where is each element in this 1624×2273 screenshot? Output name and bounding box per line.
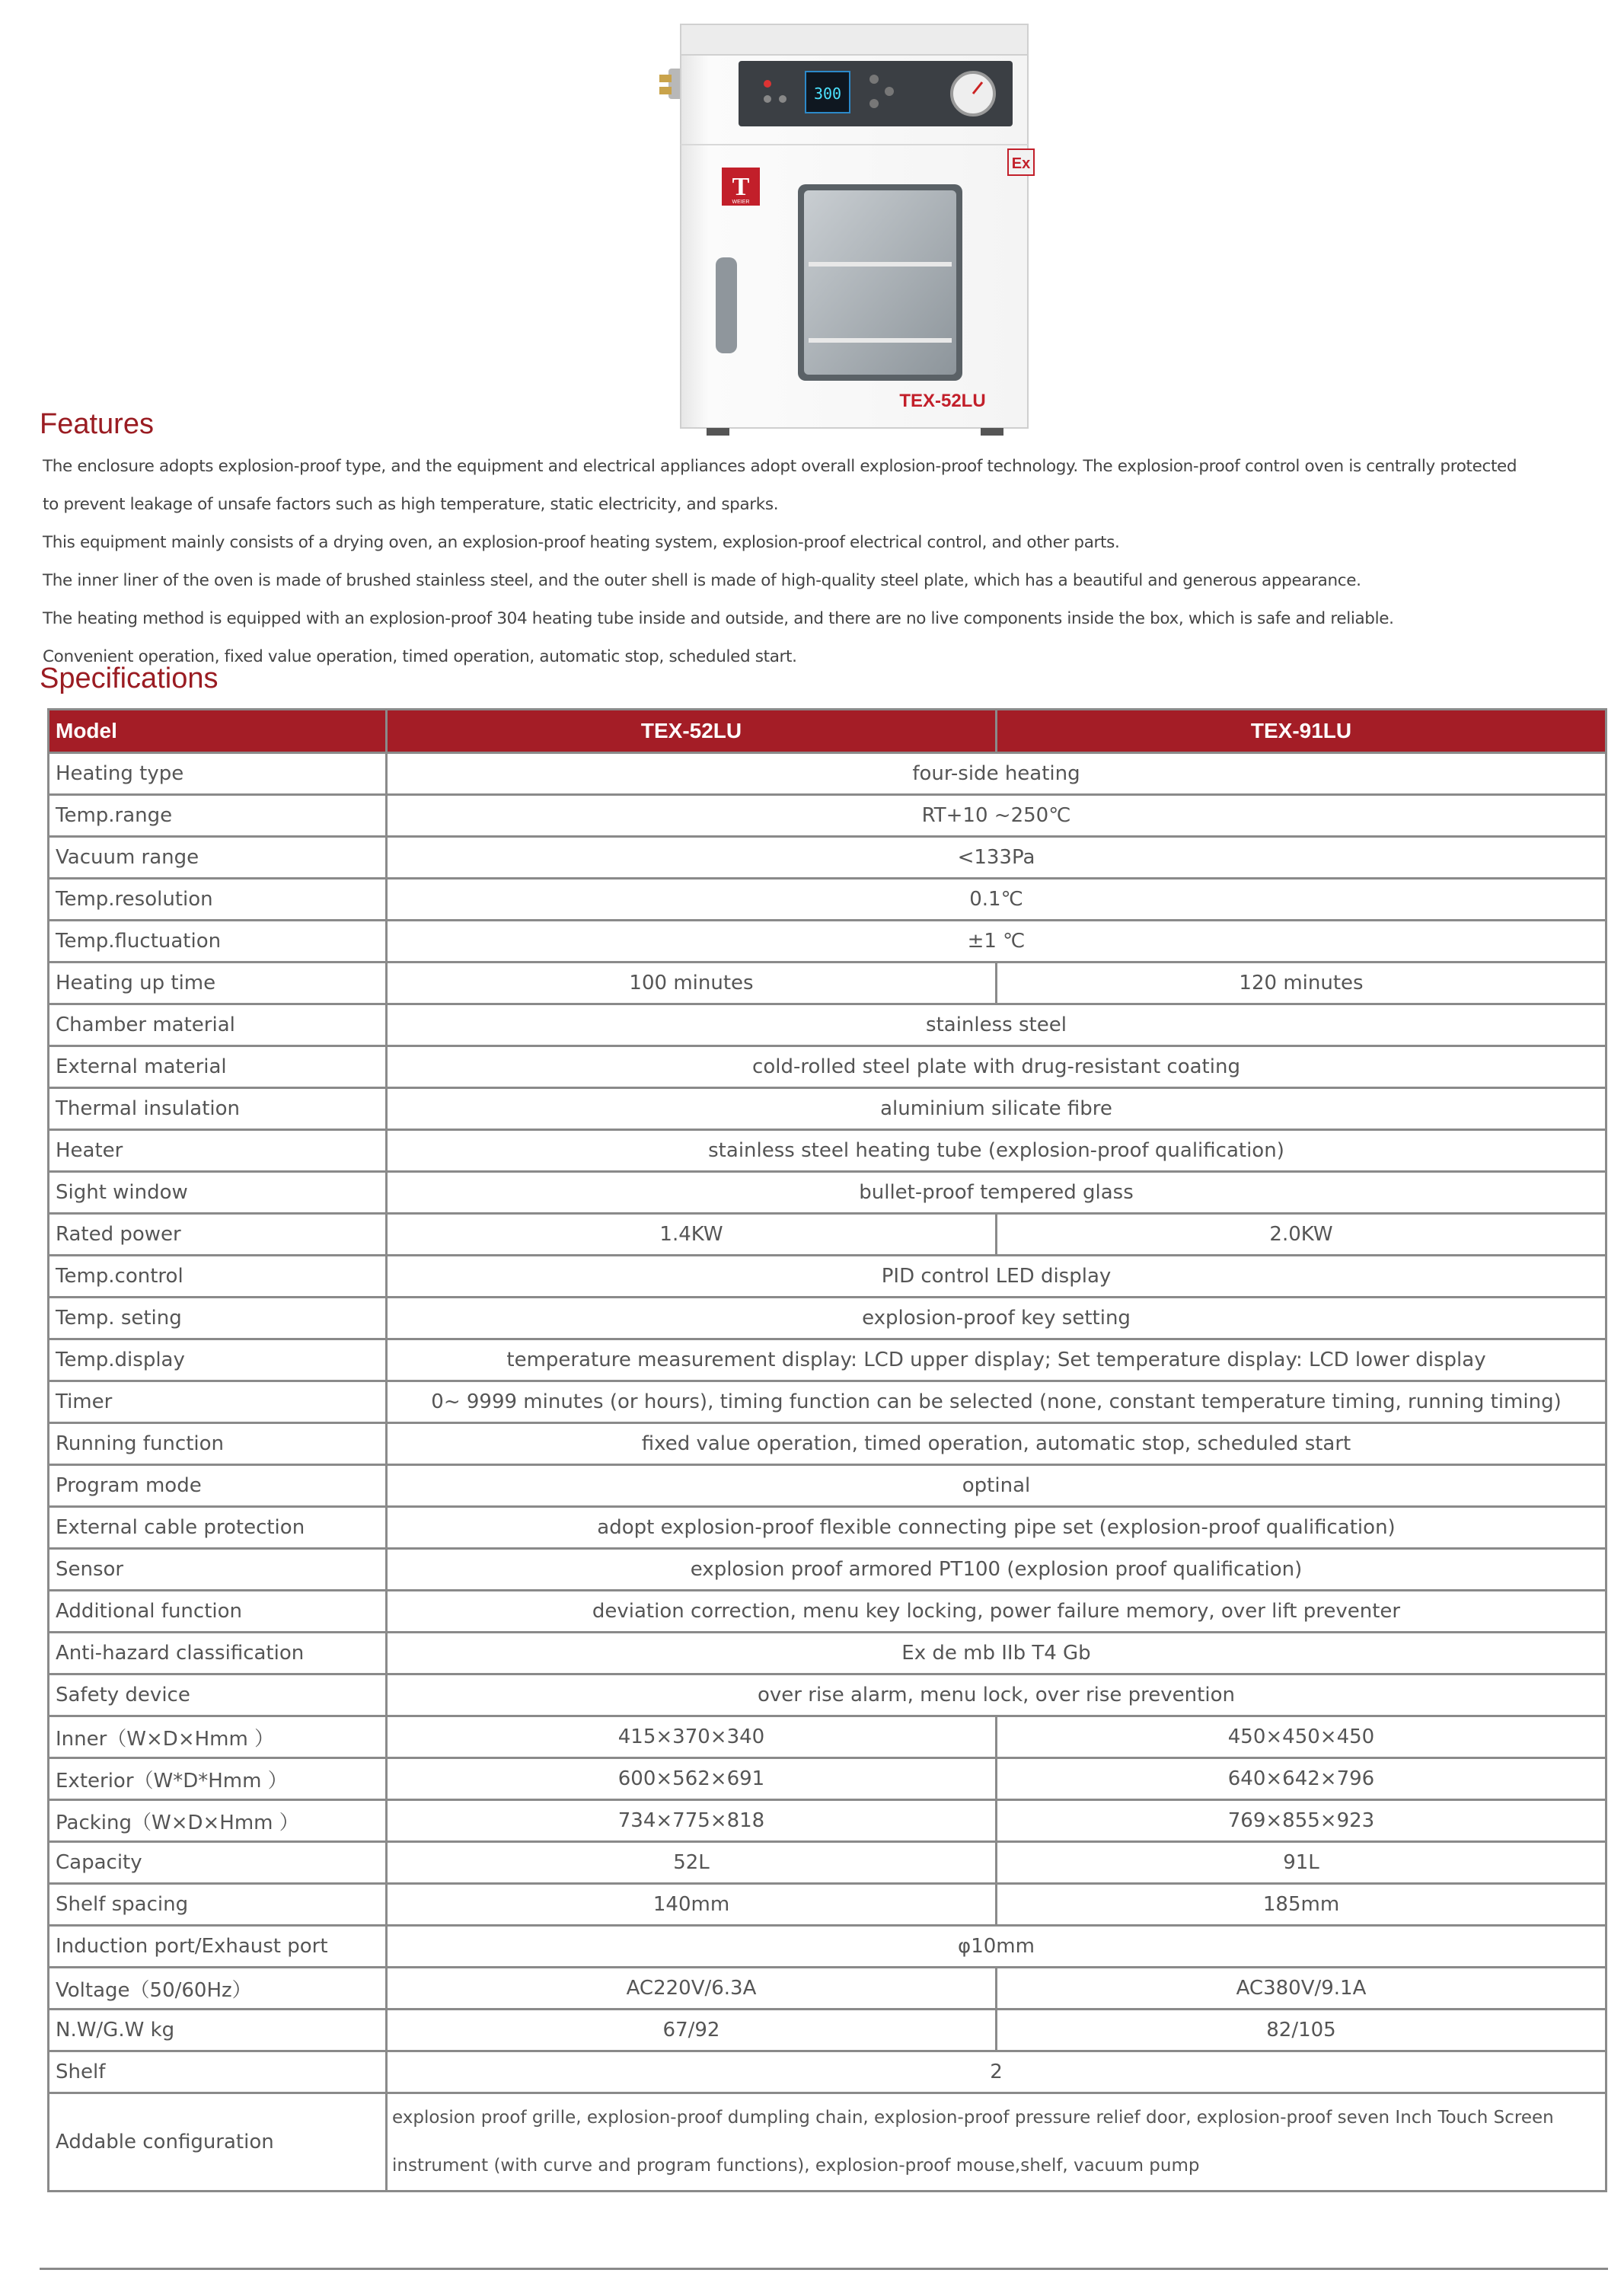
header-model-91lu: TEX-91LU (997, 710, 1606, 753)
spec-label: Sight window (49, 1172, 387, 1214)
spec-value: 734×775×818 (387, 1800, 997, 1842)
table-row (49, 1842, 1606, 1884)
table-header-row (49, 710, 1606, 753)
spec-value: 415×370×340 (387, 1716, 997, 1758)
spec-table (47, 708, 1607, 2192)
svg-text:T: T (732, 173, 750, 201)
spec-label: Temp.resolution (49, 879, 387, 921)
spec-value: 52L (387, 1842, 997, 1884)
table-row (49, 1046, 1606, 1088)
feature-item: Convenient operation, fixed value operation, timed operation, automatic stop, scheduled start. (43, 647, 797, 666)
spec-label: External material (49, 1046, 387, 1088)
spec-value: 0~ 9999 minutes (or hours), timing function can be selected (none, constant temperature timing, running timing) (387, 1381, 1606, 1423)
table-row (49, 1298, 1606, 1339)
feature-item: The enclosure adopts explosion-proof type, and the equipment and electrical appliances adopt overall explosion-proof technology. The explosion-proof control oven is centrally protected (43, 457, 1517, 476)
feature-item: The heating method is equipped with an explosion-proof 304 heating tube inside and outside, and there are no live components inside the box, which is safe and reliable. (43, 609, 1394, 628)
product-model-label: TEX-52LU (899, 391, 986, 411)
spec-value: 82/105 (997, 2010, 1606, 2051)
svg-text:Ex: Ex (1011, 155, 1031, 172)
spec-value: AC220V/6.3A (387, 1968, 997, 2010)
table-row (49, 795, 1606, 837)
spec-value: 185mm (997, 1884, 1606, 1926)
spec-label: Vacuum range (49, 837, 387, 879)
spec-value: stainless steel (387, 1004, 1606, 1046)
table-row (49, 837, 1606, 879)
door-handle (716, 257, 737, 353)
spec-label: Voltage（50/60Hz） (49, 1968, 387, 2010)
features-heading: Features (40, 408, 154, 440)
table-row (49, 1884, 1606, 1926)
spec-value: ±1 ℃ (387, 921, 1606, 963)
spec-value: aluminium silicate fibre (387, 1088, 1606, 1130)
header-model-52lu: TEX-52LU (387, 710, 997, 753)
table-row (49, 1465, 1606, 1507)
spec-value: 0.1℃ (387, 879, 1606, 921)
spec-value: 450×450×450 (997, 1716, 1606, 1758)
spec-value: fixed value operation, timed operation, automatic stop, scheduled start (387, 1423, 1606, 1465)
table-row (49, 1674, 1606, 1716)
spec-value: bullet-proof tempered glass (387, 1172, 1606, 1214)
spec-label: Heating type (49, 753, 387, 795)
spec-value: φ10mm (387, 1926, 1606, 1968)
spec-label: Temp.range (49, 795, 387, 837)
spec-label: Chamber material (49, 1004, 387, 1046)
features-list (43, 448, 1611, 676)
table-row (49, 921, 1606, 963)
table-row (49, 1716, 1606, 1758)
table-row (49, 1926, 1606, 1968)
spec-value: explosion-proof key setting (387, 1298, 1606, 1339)
spec-label: Sensor (49, 1549, 387, 1591)
table-row (49, 879, 1606, 921)
table-row (49, 1633, 1606, 1674)
table-row (49, 2051, 1606, 2093)
spec-value: PID control LED display (387, 1256, 1606, 1298)
table-row (49, 1423, 1606, 1465)
table-row (49, 1591, 1606, 1633)
sight-window (804, 190, 956, 375)
spec-value: 2 (387, 2051, 1606, 2093)
table-row (49, 1549, 1606, 1591)
table-row (49, 1507, 1606, 1549)
spec-value: 1.4KW (387, 1214, 997, 1256)
table-row (49, 1339, 1606, 1381)
spec-value: 67/92 (387, 2010, 997, 2051)
spec-label: Shelf (49, 2051, 387, 2093)
feature-item: The inner liner of the oven is made of brushed stainless steel, and the outer shell is made of high-quality steel plate, which has a beautiful and generous appearance. (43, 571, 1361, 590)
spec-value: explosion proof grille, explosion-proof dumpling chain, explosion-proof pressure relief door, explosion-proof seven Inch Touch Screen instrument (with curve and program functions), explosion-proof mouse,shelf, vacuum pump (387, 2093, 1606, 2192)
table-row (49, 753, 1606, 795)
table-row (49, 1214, 1606, 1256)
spec-label: Rated power (49, 1214, 387, 1256)
spec-value: explosion proof armored PT100 (explosion proof qualification) (387, 1549, 1606, 1591)
svg-text:WEIER: WEIER (732, 200, 750, 205)
bottom-divider (40, 2268, 1608, 2270)
spec-value: AC380V/9.1A (997, 1968, 1606, 2010)
spec-value: 2.0KW (997, 1214, 1606, 1256)
spec-value: <133Pa (387, 837, 1606, 879)
spec-value: adopt explosion-proof flexible connecting pipe set (explosion-proof qualification) (387, 1507, 1606, 1549)
spec-value: temperature measurement display: LCD upper display; Set temperature display: LCD lower display (387, 1339, 1606, 1381)
spec-label: Heating up time (49, 963, 387, 1004)
table-row (49, 1088, 1606, 1130)
spec-label: Thermal insulation (49, 1088, 387, 1130)
table-row (49, 1256, 1606, 1298)
table-row (49, 1800, 1606, 1842)
spec-value: 600×562×691 (387, 1758, 997, 1800)
spec-value: RT+10 ~250℃ (387, 795, 1606, 837)
spec-label: Packing（W×D×Hmm ） (49, 1800, 387, 1842)
spec-label: Shelf spacing (49, 1884, 387, 1926)
spec-value: cold-rolled steel plate with drug-resistant coating (387, 1046, 1606, 1088)
spec-value: optinal (387, 1465, 1606, 1507)
table-row (49, 1758, 1606, 1800)
table-row (49, 963, 1606, 1004)
table-row (49, 1004, 1606, 1046)
spec-value: 91L (997, 1842, 1606, 1884)
product-image (653, 15, 1057, 442)
spec-value: four-side heating (387, 753, 1606, 795)
header-model-label: Model (49, 710, 387, 753)
spec-label: Program mode (49, 1465, 387, 1507)
spec-label: Timer (49, 1381, 387, 1423)
spec-label: Temp.display (49, 1339, 387, 1381)
table-row-addable-configuration (49, 2093, 1606, 2192)
spec-label: Additional function (49, 1591, 387, 1633)
spec-label: Inner（W×D×Hmm ） (49, 1716, 387, 1758)
spec-label: N.W/G.W kg (49, 2010, 387, 2051)
controller-display: 300 (813, 85, 842, 103)
spec-value: stainless steel heating tube (explosion-proof qualification) (387, 1130, 1606, 1172)
spec-label: Capacity (49, 1842, 387, 1884)
spec-value: deviation correction, menu key locking, power failure memory, over lift preventer (387, 1591, 1606, 1633)
spec-value: over rise alarm, menu lock, over rise prevention (387, 1674, 1606, 1716)
spec-label: Anti-hazard classification (49, 1633, 387, 1674)
spec-label: Heater (49, 1130, 387, 1172)
table-row (49, 1130, 1606, 1172)
table-row (49, 1968, 1606, 2010)
feature-item: to prevent leakage of unsafe factors such as high temperature, static electricity, and sparks. (43, 495, 779, 514)
spec-label: Temp.control (49, 1256, 387, 1298)
spec-value: 120 minutes (997, 963, 1606, 1004)
spec-value: 100 minutes (387, 963, 997, 1004)
spec-label: Running function (49, 1423, 387, 1465)
spec-label: External cable protection (49, 1507, 387, 1549)
spec-table-body (49, 753, 1606, 2192)
table-row (49, 2010, 1606, 2051)
spec-label: Temp. seting (49, 1298, 387, 1339)
spec-value: 769×855×923 (997, 1800, 1606, 1842)
table-row (49, 1381, 1606, 1423)
spec-label: Safety device (49, 1674, 387, 1716)
specifications-heading: Specifications (40, 662, 219, 694)
spec-label: Induction port/Exhaust port (49, 1926, 387, 1968)
table-row (49, 1172, 1606, 1214)
spec-value: Ex de mb IIb T4 Gb (387, 1633, 1606, 1674)
spec-value: 640×642×796 (997, 1758, 1606, 1800)
spec-label: Exterior（W*D*Hmm ） (49, 1758, 387, 1800)
spec-label: Temp.fluctuation (49, 921, 387, 963)
feature-item: This equipment mainly consists of a drying oven, an explosion-proof heating system, explosion-proof electrical control, and other parts. (43, 533, 1120, 552)
spec-value: 140mm (387, 1884, 997, 1926)
spec-label: Addable configuration (49, 2093, 387, 2192)
